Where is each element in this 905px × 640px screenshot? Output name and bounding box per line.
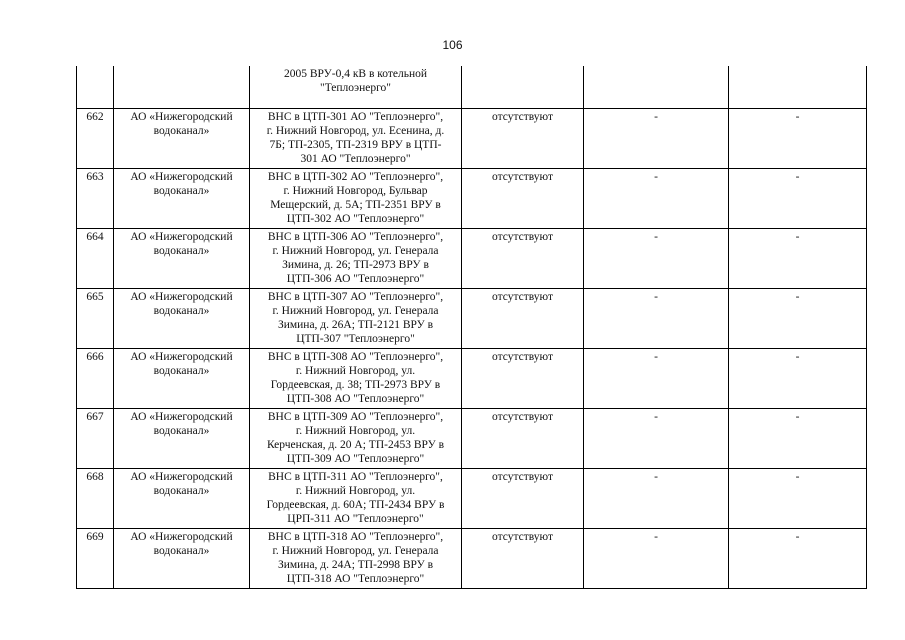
cell-organization bbox=[114, 288, 250, 348]
object-line: ЦТП-302 АО "Теплоэнерго" bbox=[286, 213, 425, 226]
table-row bbox=[77, 228, 867, 288]
cell-number bbox=[77, 228, 114, 288]
object-line: Зимина, д. 24А; ТП-2998 ВРУ в bbox=[277, 558, 434, 571]
object-line: ВНС в ЦТП-308 АО "Теплоэнерго", bbox=[267, 350, 444, 363]
cell-organization bbox=[114, 168, 250, 228]
cell-organization bbox=[114, 66, 250, 108]
cell-object bbox=[250, 168, 462, 228]
status-text: отсутствуют bbox=[491, 290, 553, 303]
object-line: Мещерский, д. 5А; ТП-2351 ВРУ в bbox=[270, 198, 441, 211]
dash-value: - bbox=[654, 290, 658, 303]
status-text: отсутствуют bbox=[491, 530, 553, 543]
cell-object bbox=[250, 408, 462, 468]
object-line: Зимина, д. 26; ТП-2973 ВРУ в bbox=[282, 258, 429, 271]
table-row bbox=[77, 408, 867, 468]
cell-value-2 bbox=[729, 108, 867, 168]
dash-value: - bbox=[654, 170, 658, 183]
organization-line: водоканал» bbox=[153, 124, 210, 137]
cell-object bbox=[250, 228, 462, 288]
object-line: ЦТП-308 АО "Теплоэнерго" bbox=[286, 393, 425, 406]
cell-number bbox=[77, 528, 114, 588]
organization-line: водоканал» bbox=[153, 544, 210, 557]
cell-number bbox=[77, 348, 114, 408]
cell-value-2 bbox=[729, 288, 867, 348]
dash-value: - bbox=[795, 230, 800, 243]
cell-value-2 bbox=[729, 168, 867, 228]
organization-line: водоканал» bbox=[153, 364, 210, 377]
status-text: отсутствуют bbox=[491, 230, 553, 243]
object-line: Гордеевская, д. 60А; ТП-2434 ВРУ в bbox=[266, 498, 445, 511]
organization-line: АО «Нижегородский bbox=[130, 410, 233, 423]
object-line: ВНС в ЦТП-309 АО "Теплоэнерго", bbox=[267, 410, 444, 423]
cell-value-2 bbox=[729, 228, 867, 288]
object-line: г. Нижний Новгород, ул. bbox=[295, 424, 416, 437]
cell-status bbox=[462, 168, 584, 228]
cell-value-1 bbox=[584, 66, 729, 108]
status-text: отсутствуют bbox=[491, 350, 553, 363]
row-number: 665 bbox=[86, 290, 104, 303]
status-text: отсутствуют bbox=[491, 110, 553, 123]
cell-status bbox=[462, 66, 584, 108]
dash-value: - bbox=[654, 350, 658, 363]
cell-number bbox=[77, 408, 114, 468]
organization-line: АО «Нижегородский bbox=[130, 110, 233, 123]
status-text: отсутствуют bbox=[491, 470, 553, 483]
organization-line: АО «Нижегородский bbox=[130, 470, 233, 483]
cell-object bbox=[250, 468, 462, 528]
object-line: г. Нижний Новгород, ул. Есенина, д. bbox=[266, 124, 445, 137]
object-line: г. Нижний Новгород, ул. Генерала bbox=[272, 544, 439, 557]
cell-organization bbox=[114, 408, 250, 468]
cell-value-1 bbox=[584, 288, 729, 348]
cell-object bbox=[250, 288, 462, 348]
object-line: Зимина, д. 26А; ТП-2121 ВРУ в bbox=[277, 318, 434, 331]
cell-organization bbox=[114, 528, 250, 588]
object-line: ЦТП-307 "Теплоэнерго" bbox=[296, 333, 415, 346]
cell-value-2 bbox=[729, 408, 867, 468]
object-line: 7Б; ТП-2305, ТП-2319 ВРУ в ЦТП- bbox=[269, 138, 442, 151]
document-table bbox=[76, 66, 867, 589]
cell-object bbox=[250, 108, 462, 168]
status-text: отсутствуют bbox=[491, 170, 553, 183]
cell-value-1 bbox=[584, 108, 729, 168]
organization-line: АО «Нижегородский bbox=[130, 350, 233, 363]
organization-line: АО «Нижегородский bbox=[130, 170, 233, 183]
dash-value: - bbox=[795, 530, 800, 543]
object-line: Гордеевская, д. 38; ТП-2973 ВРУ в bbox=[270, 378, 441, 391]
organization-line: водоканал» bbox=[153, 424, 210, 437]
dash-value: - bbox=[795, 470, 800, 483]
object-line: 301 АО "Теплоэнерго" bbox=[300, 153, 411, 166]
object-line: ВНС в ЦТП-311 АО "Теплоэнерго", bbox=[268, 470, 443, 483]
cell-value-1 bbox=[584, 408, 729, 468]
organization-line: АО «Нижегородский bbox=[130, 290, 233, 303]
status-text: отсутствуют bbox=[491, 410, 553, 423]
cell-status bbox=[462, 408, 584, 468]
cell-status bbox=[462, 108, 584, 168]
dash-value: - bbox=[654, 230, 658, 243]
row-number: 663 bbox=[86, 170, 104, 183]
object-line: ВНС в ЦТП-302 АО "Теплоэнерго", bbox=[267, 170, 444, 183]
dash-value: - bbox=[654, 410, 658, 423]
row-number: 664 bbox=[86, 230, 104, 243]
table-row bbox=[77, 108, 867, 168]
organization-line: АО «Нижегородский bbox=[130, 230, 233, 243]
object-line: ЦТП-309 АО "Теплоэнерго" bbox=[286, 453, 425, 466]
dash-value: - bbox=[795, 410, 800, 423]
cell-object bbox=[250, 348, 462, 408]
object-line: г. Нижний Новгород, ул. Генерала bbox=[272, 304, 439, 317]
object-line: 2005 ВРУ-0,4 кВ в котельной bbox=[283, 68, 428, 80]
dash-value: - bbox=[654, 530, 658, 543]
cell-number bbox=[77, 168, 114, 228]
cell-organization bbox=[114, 348, 250, 408]
cell-status bbox=[462, 228, 584, 288]
cell-status bbox=[462, 288, 584, 348]
object-line: ВНС в ЦТП-318 АО "Теплоэнерго", bbox=[267, 530, 444, 543]
dash-value: - bbox=[795, 350, 800, 363]
cell-status bbox=[462, 468, 584, 528]
object-line: ВНС в ЦТП-307 АО "Теплоэнерго", bbox=[267, 290, 444, 303]
object-line: ВНС в ЦТП-306 АО "Теплоэнерго", bbox=[267, 230, 444, 243]
organization-line: водоканал» bbox=[153, 484, 210, 497]
cell-organization bbox=[114, 228, 250, 288]
cell-number bbox=[77, 108, 114, 168]
cell-organization bbox=[114, 468, 250, 528]
object-line: Керченская, д. 20 А; ТП-2453 ВРУ в bbox=[266, 438, 445, 451]
row-number: 667 bbox=[86, 410, 104, 423]
organization-line: водоканал» bbox=[153, 184, 210, 197]
row-number: 668 bbox=[86, 470, 104, 483]
cell-status bbox=[462, 348, 584, 408]
object-line: г. Нижний Новгород, ул. Генерала bbox=[272, 244, 439, 257]
table-row bbox=[77, 348, 867, 408]
page-number: 106 bbox=[442, 38, 463, 52]
row-number: 666 bbox=[86, 350, 104, 363]
dash-value: - bbox=[654, 470, 658, 483]
organization-line: водоканал» bbox=[153, 244, 210, 257]
table-row bbox=[77, 168, 867, 228]
cell-object bbox=[250, 66, 462, 108]
cell-status bbox=[462, 528, 584, 588]
cell-value-2 bbox=[729, 468, 867, 528]
organization-line: АО «Нижегородский bbox=[130, 530, 233, 543]
cell-number bbox=[77, 288, 114, 348]
cell-value-2 bbox=[729, 348, 867, 408]
cell-value-1 bbox=[584, 468, 729, 528]
dash-value: - bbox=[795, 170, 800, 183]
object-line: ЦРП-311 АО "Теплоэнерго" bbox=[287, 513, 424, 526]
cell-value-1 bbox=[584, 168, 729, 228]
object-line: ВНС в ЦТП-301 АО "Теплоэнерго", bbox=[267, 110, 444, 123]
cell-organization bbox=[114, 108, 250, 168]
table-body bbox=[77, 66, 867, 588]
table-row bbox=[77, 468, 867, 528]
cell-value-1 bbox=[584, 348, 729, 408]
object-line: г. Нижний Новгород, ул. bbox=[295, 364, 416, 377]
cell-object bbox=[250, 528, 462, 588]
object-line: ЦТП-318 АО "Теплоэнерго" bbox=[286, 573, 425, 586]
table-row-continuation bbox=[77, 66, 867, 108]
organization-line: водоканал» bbox=[153, 304, 210, 317]
object-line: ЦТП-306 АО "Теплоэнерго" bbox=[286, 273, 425, 286]
object-line: г. Нижний Новгород, Бульвар bbox=[283, 184, 428, 197]
row-number: 669 bbox=[86, 530, 104, 543]
table-row bbox=[77, 288, 867, 348]
cell-number bbox=[77, 66, 114, 108]
object-line: г. Нижний Новгород, ул. bbox=[295, 484, 416, 497]
cell-value-2 bbox=[729, 528, 867, 588]
cell-value-2 bbox=[729, 66, 867, 108]
cell-value-1 bbox=[584, 528, 729, 588]
cell-number bbox=[77, 468, 114, 528]
object-line: "Теплоэнерго" bbox=[320, 82, 391, 95]
dash-value: - bbox=[795, 110, 800, 123]
table-row bbox=[77, 528, 867, 588]
cell-value-1 bbox=[584, 228, 729, 288]
dash-value: - bbox=[795, 290, 800, 303]
dash-value: - bbox=[654, 110, 658, 123]
row-number: 662 bbox=[86, 110, 104, 123]
